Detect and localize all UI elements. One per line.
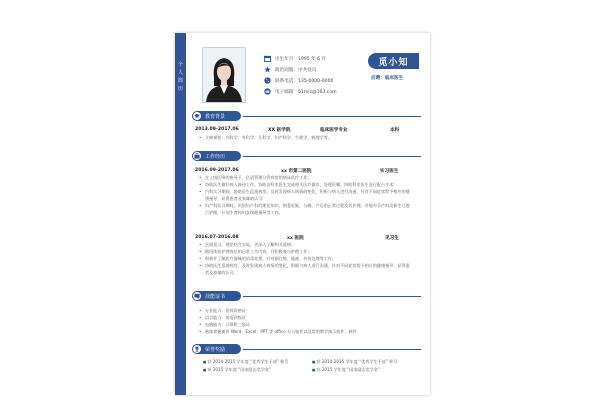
list-item: • 电脑能力：计算机三级证 xyxy=(199,321,413,328)
honor-item: ■ 获 2015 学年度 “国家励志奖学金” xyxy=(312,367,380,373)
list-item: • 协助医生巡视病房，及时发现病人病情的变化，积极与病人进行沟通，针对不同症状给予相应的健康指导，获得患者及家属的认可。 xyxy=(199,262,413,276)
phone-icon xyxy=(264,77,271,84)
list-item: • 医院见习，理论结合实际，更深入了解和关爱病； xyxy=(199,241,413,248)
phone-text: 联系电话：135-0000-0000 xyxy=(275,78,334,84)
job-org: xx 市第二医院 xyxy=(281,169,312,174)
star-icon xyxy=(264,66,271,73)
email-text: 电子邮箱：51miz@163.com xyxy=(275,89,337,95)
profile-photo xyxy=(202,47,246,103)
trophy-icon xyxy=(192,344,202,354)
section-honors xyxy=(193,344,421,354)
sidebar-title xyxy=(175,61,186,93)
section-title: 教育背景 xyxy=(205,113,226,120)
personal-info xyxy=(264,53,337,97)
section-skills xyxy=(193,291,421,301)
list-item: • 主修课程：内科学、外科学、儿科学、妇产科学、生理学、病理学等。 xyxy=(199,134,413,141)
candidate-name: 觅小知 xyxy=(368,53,419,69)
section-divider xyxy=(243,156,421,157)
resume-page xyxy=(175,33,430,395)
job-date: 2016.09-2017.06 xyxy=(195,168,239,173)
certificate-icon xyxy=(192,291,202,301)
list-item: • 跟班体验护理岗位的日常工作内容，并积极参与护理工作； xyxy=(199,248,413,255)
education-date: 2013.09-2017.06 xyxy=(195,127,239,132)
list-item: • 妇产科实习期间，巩固妇产科的理论知识，熟悉妊娠、分娩、产后的正常过程及其护理，并能对孕产妇及新生儿进行护理，计划生育和妇女保健指导等工作。 xyxy=(199,202,413,216)
section-title: 技能证书 xyxy=(205,293,226,300)
apply-label: 应聘： xyxy=(371,76,385,81)
section-header xyxy=(193,344,241,354)
job-duties xyxy=(199,174,413,216)
email-row xyxy=(264,86,337,97)
list-item: • 熟练掌握使用 Word、Excel、PPT 等 office 办公软件以及常用教学演示软件、硬件 xyxy=(199,328,413,335)
honor-item: ■ 获 2014-2015 学年度 “优秀学生干部” 称号 xyxy=(203,359,288,365)
list-item: • 语言能力：英语四级证 xyxy=(199,314,413,321)
section-divider xyxy=(243,349,421,350)
sidebar-char: 简 xyxy=(177,78,183,84)
list-item: • 专业能力：医师资格证 xyxy=(199,307,413,314)
job-date: 2016.07-2016.08 xyxy=(195,235,239,240)
sidebar-char: 人 xyxy=(177,70,183,76)
list-item: • 内科实习期间，协助医生巡视病房，及时发现病人病情的变化，积极与病人进行沟通，针对不同症状给予相应的健康指导，获得患者及家属的认可; xyxy=(199,188,413,202)
email-icon xyxy=(264,88,271,95)
apply-position xyxy=(371,75,403,81)
education-courses xyxy=(199,134,413,141)
section-title: 工作经历 xyxy=(205,153,226,160)
job-org: xx 医院 xyxy=(287,236,304,241)
list-item: • 积极并了解医疗器械的消毒处理，针对刚注射、输液、外伤处理等工作； xyxy=(199,255,413,262)
honor-item: ■ 获 2014-2015 学年度 “优秀学生干部” 称号 xyxy=(312,359,397,365)
sidebar-char: 历 xyxy=(177,86,183,92)
skills-list xyxy=(199,307,413,335)
birth-row xyxy=(264,53,337,64)
phone-row xyxy=(264,75,337,86)
education-major: 临床医学专业 xyxy=(320,128,348,133)
graduation-cap-icon xyxy=(192,111,202,121)
briefcase-icon xyxy=(192,151,202,161)
section-header xyxy=(193,151,241,161)
job-role: 见习生 xyxy=(385,236,399,241)
political-text: 政治面貌：中共党员 xyxy=(275,67,317,73)
list-item: • 在上级医师的指导下，负责管理分管病房的病床医疗工作; xyxy=(199,174,413,181)
section-title: 荣誉奖励 xyxy=(205,346,226,353)
section-header xyxy=(193,291,241,301)
person-portrait-icon xyxy=(203,48,245,102)
apply-value: 临床医生 xyxy=(384,76,404,81)
birth-text: 出生年月：1995 年 6 月 xyxy=(275,56,327,62)
job-duties xyxy=(199,241,413,276)
education-degree: 本科 xyxy=(390,128,400,133)
calendar-icon xyxy=(264,55,271,62)
section-education xyxy=(193,111,421,121)
section-divider xyxy=(243,116,421,117)
section-work xyxy=(193,151,421,161)
section-header xyxy=(193,111,241,121)
political-row xyxy=(264,64,337,75)
job-role: 实习医生 xyxy=(380,169,399,174)
sidebar-char: 个 xyxy=(177,62,183,68)
honor-item: ■ 获 2015 学年度 “国家励志奖学金” xyxy=(203,367,271,373)
section-divider xyxy=(243,296,421,297)
list-item: • 协助医生做好病人接待工作，协助各科室医生完成相关医疗操作，处理医嘱，协助科室医生进行配台手术; xyxy=(199,181,413,188)
education-school: XX 医学院 xyxy=(268,128,291,133)
sidebar xyxy=(175,33,186,395)
